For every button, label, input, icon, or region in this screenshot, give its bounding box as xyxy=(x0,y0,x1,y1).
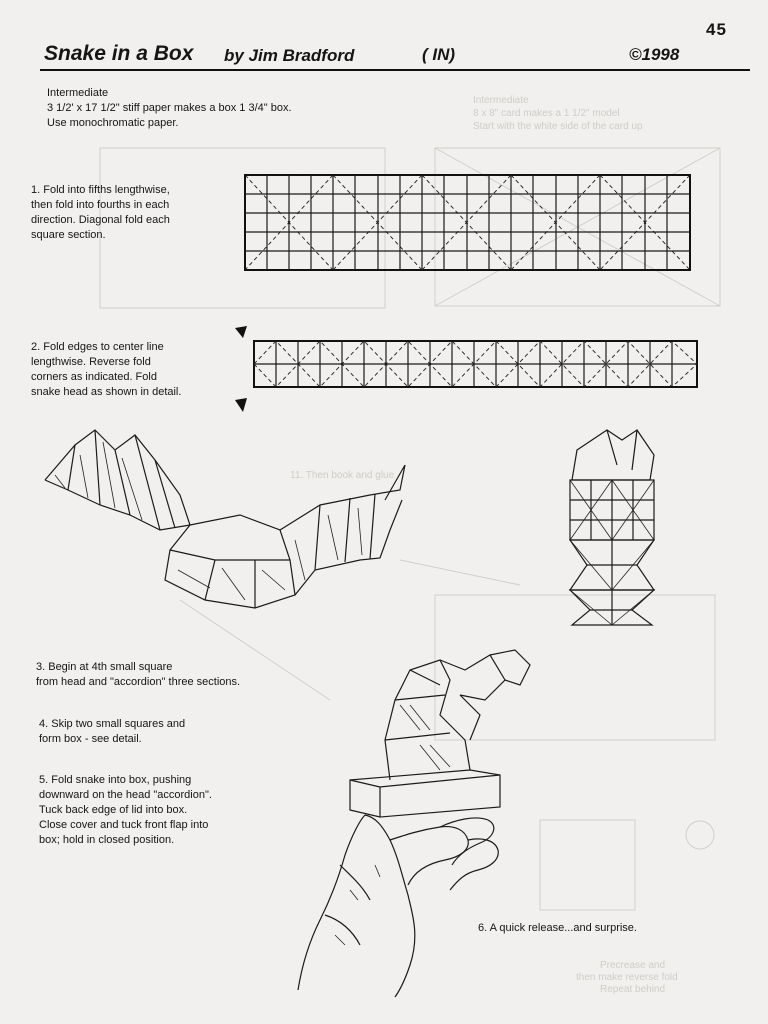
snake-head-detail xyxy=(562,425,662,635)
reverse-fold-arrows xyxy=(233,324,253,414)
step-2-crease-diagram xyxy=(253,340,699,388)
paper-size: 3 1/2' x 17 1/2" stiff paper makes a box 1 3/4" box. xyxy=(47,102,292,114)
header-rule xyxy=(40,69,750,71)
hand-holding-snake-box-illustration xyxy=(290,645,540,1000)
origin: ( IN) xyxy=(422,45,456,64)
snake-folded-illustration xyxy=(40,420,410,615)
step-1-text xyxy=(31,183,170,243)
paper-note: Use monochromatic paper. xyxy=(47,117,179,129)
step-2-line: snake head as shown in detail. xyxy=(31,386,182,398)
step-4-line: form box - see detail. xyxy=(39,733,142,745)
step-6-text: 6. A quick release...and surprise. xyxy=(478,922,637,934)
step-5-line: Close cover and tuck front flap into xyxy=(39,819,209,831)
svg-text:Start with the white side of t: Start with the white side of the card up xyxy=(473,121,643,132)
step-4-text xyxy=(39,717,185,747)
step-2-line: lengthwise. Reverse fold xyxy=(31,356,151,368)
svg-text:11. Then book and glue: 11. Then book and glue xyxy=(290,470,395,481)
step-5-line: downward on the head "accordion". xyxy=(39,789,212,801)
step-5-line: box; hold in closed position. xyxy=(39,834,175,846)
step-3-text xyxy=(36,660,240,690)
step-4-line: 4. Skip two small squares and xyxy=(39,718,186,730)
step-5-line: 5. Fold snake into box, pushing xyxy=(39,774,192,786)
page-header xyxy=(44,42,748,72)
page-number: 45 xyxy=(706,20,727,39)
step-2-line: corners as indicated. Fold xyxy=(31,371,157,383)
step-1-line: direction. Diagonal fold each xyxy=(31,214,170,226)
intro-block xyxy=(47,86,292,131)
svg-text:then make reverse fold: then make reverse fold xyxy=(576,972,678,983)
author: by Jim Bradford xyxy=(224,46,355,65)
svg-text:8 x 8" card makes a 1 1/2" mod: 8 x 8" card makes a 1 1/2" model xyxy=(473,108,620,119)
step-3-line: 3. Begin at 4th small square xyxy=(36,661,173,673)
step-3-line: from head and "accordion" three sections. xyxy=(36,676,241,688)
svg-text:Repeat behind: Repeat behind xyxy=(600,984,666,995)
svg-text:Precrease and: Precrease and xyxy=(600,960,666,971)
page-title: Snake in a Box xyxy=(44,42,194,65)
step-5-line: Tuck back edge of lid into box. xyxy=(39,804,188,816)
step-2-line: 2. Fold edges to center line xyxy=(31,341,164,353)
step-5-text xyxy=(39,773,212,848)
step-1-line: then fold into fourths in each xyxy=(31,199,170,211)
step-2-text xyxy=(31,340,181,400)
step-1-line: 1. Fold into fifths lengthwise, xyxy=(31,184,170,196)
step-1-line: square section. xyxy=(31,229,106,241)
step-1-crease-diagram xyxy=(244,174,692,272)
difficulty-level: Intermediate xyxy=(47,87,109,99)
copyright: ©1998 xyxy=(629,45,680,64)
svg-text:Intermediate: Intermediate xyxy=(473,95,529,106)
